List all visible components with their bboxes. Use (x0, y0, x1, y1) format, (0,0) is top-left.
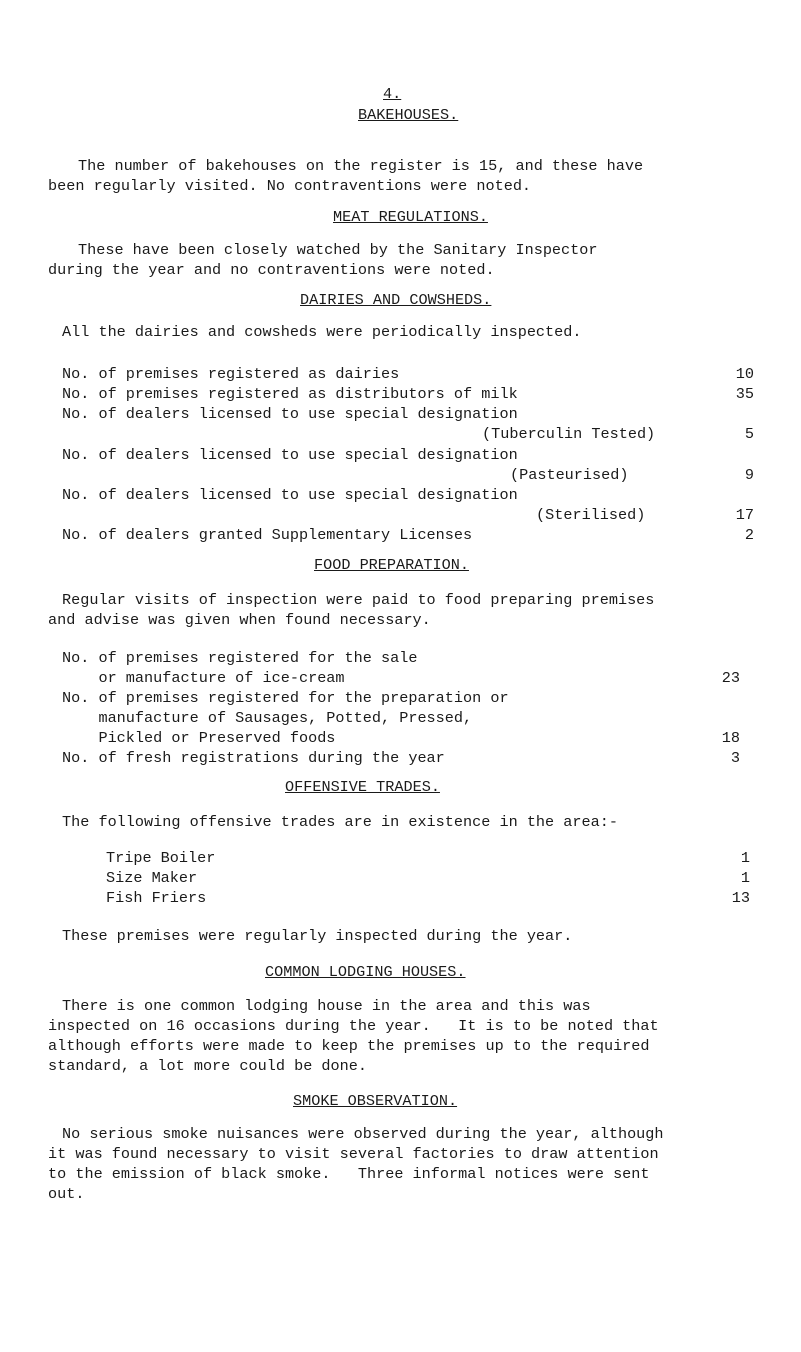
smoke-observation-heading: SMOKE OBSERVATION. (293, 1092, 458, 1110)
dairies-intro: All the dairies and cowsheds were periodically inspected. (62, 323, 582, 341)
dairies-row-label: No. of dealers granted Supplementary Licenses (62, 526, 473, 544)
page-number: 4. (383, 85, 402, 103)
dairies-row-label: No. of premises registered as dairies (62, 365, 400, 383)
food-row-line: No. of premises registered for the preparation or (62, 689, 509, 707)
dairies-row-value: 2 (744, 526, 754, 544)
trade-count: 1 (740, 849, 750, 867)
offensive-intro: The following offensive trades are in existence in the area:- (62, 813, 618, 831)
offensive-closing: These premises were regularly inspected during the year. (62, 927, 573, 945)
meat-line-2: during the year and no contraventions were noted. (48, 261, 495, 279)
food-row-line: or manufacture of ice-cream (62, 669, 345, 687)
food-row-value: 23 (721, 669, 740, 687)
dairies-row-label: No. of dealers licensed to use special designation (62, 405, 518, 423)
food-line-1: Regular visits of inspection were paid to food preparing premises (62, 591, 655, 609)
offensive-trades-heading: OFFENSIVE TRADES. (285, 778, 440, 796)
trade-count: 13 (731, 889, 750, 907)
smoke-line-2: it was found necessary to visit several factories to draw attention (48, 1145, 659, 1163)
dairies-row-sublabel: (Tuberculin Tested) (482, 425, 656, 443)
dairies-row-sublabel: (Pasteurised) (510, 466, 629, 484)
lodging-line-1: There is one common lodging house in the area and this was (62, 997, 591, 1015)
food-row-value: 3 (730, 749, 740, 767)
dairies-row-value: 35 (735, 385, 754, 403)
dairies-row-sublabel: (Sterilised) (536, 506, 646, 524)
food-row-line: Pickled or Preserved foods (62, 729, 336, 747)
meat-line-1: These have been closely watched by the Sanitary Inspector (78, 241, 598, 259)
trade-count: 1 (740, 869, 750, 887)
trade-label: Fish Friers (106, 889, 207, 907)
food-row-line: manufacture of Sausages, Potted, Pressed, (62, 709, 473, 727)
trade-label: Size Maker (106, 869, 198, 887)
smoke-line-1: No serious smoke nuisances were observed during the year, although (62, 1125, 664, 1143)
dairies-row-label: No. of dealers licensed to use special designation (62, 486, 518, 504)
trade-label: Tripe Boiler (106, 849, 216, 867)
food-row-line: No. of fresh registrations during the year (62, 749, 445, 767)
lodging-line-4: standard, a lot more could be done. (48, 1057, 367, 1075)
dairies-row-value: 9 (744, 466, 754, 484)
bakehouses-line-1: The number of bakehouses on the register is 15, and these have (78, 157, 644, 175)
bakehouses-heading: BAKEHOUSES. (358, 106, 459, 124)
dairies-row-value: 10 (735, 365, 754, 383)
food-line-2: and advise was given when found necessary. (48, 611, 431, 629)
lodging-line-3: although efforts were made to keep the premises up to the required (48, 1037, 650, 1055)
meat-regulations-heading: MEAT REGULATIONS. (333, 208, 488, 226)
food-row-value: 18 (721, 729, 740, 747)
bakehouses-line-2: been regularly visited. No contraventions were noted. (48, 177, 532, 195)
dairies-row-label: No. of dealers licensed to use special designation (62, 446, 518, 464)
dairies-row-value: 17 (735, 506, 754, 524)
smoke-line-4: out. (48, 1185, 85, 1203)
food-row-line: No. of premises registered for the sale (62, 649, 418, 667)
dairies-heading: DAIRIES AND COWSHEDS. (300, 291, 492, 309)
lodging-line-2: inspected on 16 occasions during the year. It is to be noted that (48, 1017, 659, 1035)
food-preparation-heading: FOOD PREPARATION. (314, 556, 469, 574)
dairies-row-value: 5 (744, 425, 754, 443)
common-lodging-heading: COMMON LODGING HOUSES. (265, 963, 466, 981)
smoke-line-3: to the emission of black smoke. Three informal notices were sent (48, 1165, 650, 1183)
dairies-row-label: No. of premises registered as distributors of milk (62, 385, 518, 403)
